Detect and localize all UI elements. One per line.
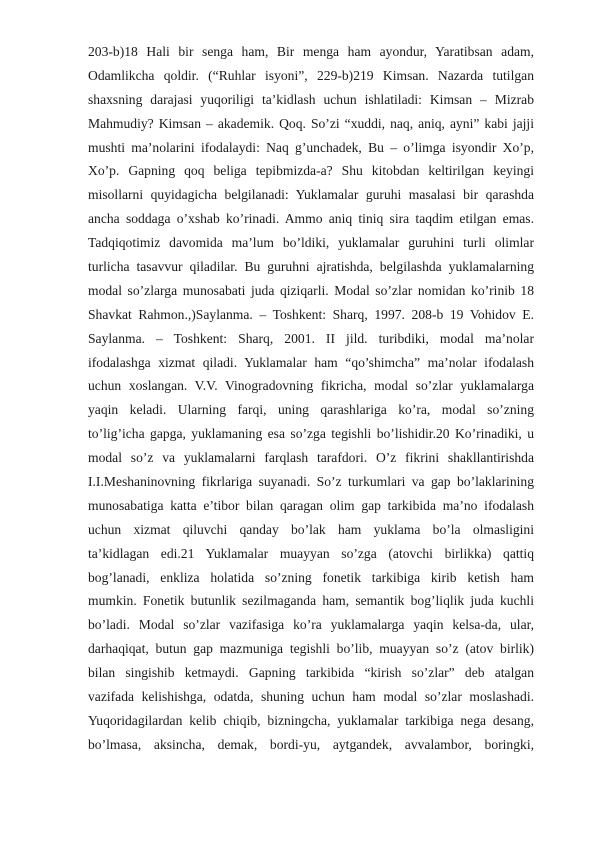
- text-line: bog’lanadi, enkliza holatida so’zning fonetik tarkibiga kirib ketish ham: [88, 569, 534, 585]
- body-text: [88, 40, 534, 757]
- text-line: mumkin. Fonetik butunlik sezilmaganda ham, semantik bog’liqlik juda kuchli: [88, 593, 534, 609]
- text-line: I.I.Meshaninovning fikrlariga suyanadi. So’z turkumlari va gap bo’laklarining: [88, 474, 534, 490]
- text-line: ifodalashga xizmat qiladi. Yuklamalar ham “qo’shimcha” ma’nolar ifodalash: [88, 354, 534, 370]
- text-line: Yuqoridagilardan kelib chiqib, bizningcha, yuklamalar tarkibiga nega desang,: [88, 712, 534, 728]
- text-line: ta’kidlagan edi.21 Yuklamalar muayyan so’zga (atovchi birlikka) qattiq: [88, 545, 534, 561]
- text-line: Saylanma. – Toshkent: Sharq, 2001. II jild. turibdiki, modal ma’nolar: [88, 330, 534, 346]
- text-line: modal so’z va yuklamalarni farqlash tarafdori. O’z fikrini shakllantirishda: [88, 450, 534, 466]
- text-line: Mahmudiy? Kimsan – akademik. Qoq. So’zi “xuddi, naq, aniq, ayni” kabi jajji: [88, 115, 534, 131]
- text-line: darhaqiqat, butun gap mazmuniga tegishli bo’lib, muayyan so’z (atov birlik): [88, 641, 534, 657]
- text-line: ancha soddaga o’xshab ko’rinadi. Ammo aniq tiniq sira taqdim etilgan emas.: [88, 211, 534, 227]
- text-line: 203-b)18 Hali bir senga ham, Bir menga ham ayondur, Yaratibsan adam,: [88, 44, 534, 59]
- text-line: Tadqiqotimiz davomida ma’lum bo’ldiki, yuklamalar guruhini turli olimlar: [88, 235, 534, 251]
- text-line: vazifada kelishishga, odatda, shuning uchun ham modal so’zlar moslashadi.: [88, 689, 534, 705]
- text-line: bo’lmasa, aksincha, demak, bordi-yu, aytgandek, avvalambor, boringki,: [88, 736, 534, 752]
- text-line: Xo’p. Gapning qoq beliga tepibmizda-a? Shu kitobdan keltirilgan keyingi: [88, 163, 534, 179]
- text-line: shaxsning darajasi yuqoriligi ta’kidlash uchun ishlatiladi: Kimsan – Mizrab: [88, 91, 534, 107]
- text-line: modal so’zlarga munosabati juda qiziqarli. Modal so’zlar nomidan ko’rinib 18: [88, 282, 534, 298]
- text-line: Shavkat Rahmon.,)Saylanma. – Toshkent: Sharq, 1997. 208-b 19 Vohidov E.: [88, 306, 534, 322]
- text-line: uchun xoslangan. V.V. Vinogradovning fikricha, modal so’zlar yuklamalarga: [88, 378, 534, 394]
- text-line: mushti ma’nolarini ifodalaydi: Naq g’unchadek, Bu – o’limga isyondir Xo’p,: [88, 139, 534, 155]
- text-line: uchun xizmat qiluvchi qanday bo’lak ham yuklama bo’la olmasligini: [88, 521, 534, 537]
- text-line: bo’ladi. Modal so’zlar vazifasiga ko’ra yuklamalarga yaqin kelsa-da, ular,: [88, 617, 534, 633]
- text-line: bilan singishib ketmaydi. Gapning tarkibida “kirish so’zlar” deb atalgan: [88, 665, 534, 681]
- text-line: Odamlikcha qoldir. (“Ruhlar isyoni”, 229-b)219 Kimsan. Nazarda tutilgan: [88, 67, 534, 83]
- text-line: to’lig’icha gapga, yuklamaning esa so’zga tegishli bo’lishidir.20 Ko’rinadiki, u: [88, 426, 534, 442]
- text-line: misollarni quyidagicha belgilanadi: Yuklamalar guruhi masalasi bir qarashda: [88, 187, 534, 203]
- text-line: turlicha tasavvur qiladilar. Bu guruhni ajratishda, belgilashda yuklamalarning: [88, 259, 534, 275]
- text-line: munosabatiga katta e’tibor bilan qaragan olim gap tarkibida ma’no ifodalash: [88, 497, 534, 513]
- text-line: yaqin keladi. Ularning farqi, uning qarashlariga ko’ra, modal so’zning: [88, 402, 534, 418]
